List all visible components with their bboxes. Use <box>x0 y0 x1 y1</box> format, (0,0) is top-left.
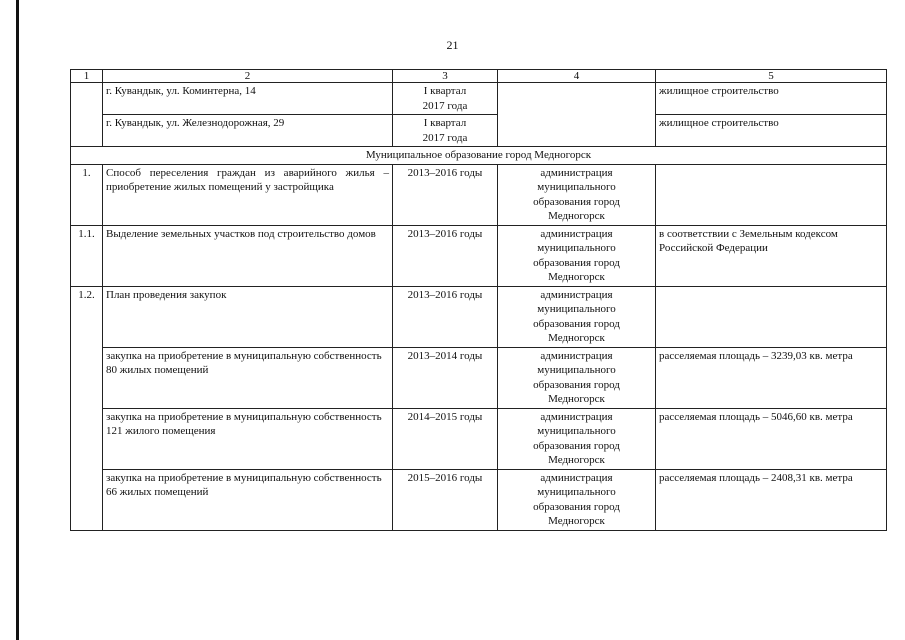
deadline-cell <box>393 83 498 115</box>
executor-cell <box>498 469 656 530</box>
table-row <box>71 164 887 225</box>
executor-line-1: администрация <box>540 410 613 423</box>
header-row <box>71 70 887 83</box>
measure-cell: закупка на приобретение в муниципальную собственность 66 жилых помещений <box>103 469 393 530</box>
section-title: Муниципальное образование город Медногорск <box>71 147 887 165</box>
table-row <box>71 408 887 469</box>
executor-line-3: образования город <box>533 500 620 513</box>
result-cell: расселяемая площадь – 2408,31 кв. метра <box>656 469 887 530</box>
executor-line-4: Медногорск <box>548 454 605 466</box>
table-row <box>71 115 887 147</box>
header-cell-4: 4 <box>498 70 656 83</box>
period-cell: 2013–2014 годы <box>393 347 498 408</box>
section-row <box>71 147 887 165</box>
executor-line-4: Медногорск <box>548 393 605 405</box>
executor-line-1: администрация <box>540 471 613 484</box>
executor-line-3: образования город <box>533 256 620 269</box>
result-cell: расселяемая площадь – 3239,03 кв. метра <box>656 347 887 408</box>
page-number: 21 <box>446 38 459 52</box>
number-cell <box>71 408 103 469</box>
table-row <box>71 286 887 347</box>
header-cell-5: 5 <box>656 70 887 83</box>
executor-line-1: администрация <box>540 227 613 240</box>
period-cell: 2013–2016 годы <box>393 225 498 286</box>
executor-cell <box>498 83 656 147</box>
header-cell-2: 2 <box>103 70 393 83</box>
result-cell: расселяемая площадь – 5046,60 кв. метра <box>656 408 887 469</box>
period-cell: 2014–2015 годы <box>393 408 498 469</box>
binding-edge-line <box>16 0 19 640</box>
table-row <box>71 469 887 530</box>
executor-line-4: Медногорск <box>548 332 605 344</box>
deadline-quarter: I квартал <box>423 85 467 97</box>
measure-cell: закупка на приобретение в муниципальную собственность 121 жилого помещения <box>103 408 393 469</box>
table-row <box>71 347 887 408</box>
address-cell: г. Кувандык, ул. Железнодорожная, 29 <box>103 115 393 147</box>
executor-line-2: муниципального <box>537 181 616 193</box>
number-cell: 1. <box>71 164 103 225</box>
number-cell <box>71 469 103 530</box>
executor-line-3: образования город <box>533 378 620 391</box>
deadline-quarter: I квартал <box>423 117 467 129</box>
deadline-year: 2017 года <box>422 99 468 112</box>
executor-cell <box>498 408 656 469</box>
result-cell: жилищное строительство <box>656 83 887 115</box>
executor-cell <box>498 347 656 408</box>
executor-line-2: муниципального <box>537 425 616 437</box>
header-cell-3: 3 <box>393 70 498 83</box>
header-cell-1: 1 <box>71 70 103 83</box>
result-cell: в соответствии с Земельным кодексом Российской Федерации <box>656 225 887 286</box>
measure-cell: План проведения закупок <box>103 286 393 347</box>
executor-line-1: администрация <box>540 349 613 362</box>
result-cell <box>656 286 887 347</box>
program-table <box>70 69 887 531</box>
executor-line-2: муниципального <box>537 303 616 315</box>
deadline-cell <box>393 115 498 147</box>
executor-line-1: администрация <box>540 288 613 301</box>
period-cell: 2013–2016 годы <box>393 286 498 347</box>
period-cell: 2015–2016 годы <box>393 469 498 530</box>
executor-cell <box>498 164 656 225</box>
measure-cell: закупка на приобретение в муниципальную собственность 80 жилых помещений <box>103 347 393 408</box>
table-row <box>71 83 887 115</box>
executor-line-3: образования город <box>533 317 620 330</box>
number-cell <box>71 83 103 147</box>
address-cell: г. Кувандык, ул. Коминтерна, 14 <box>103 83 393 115</box>
executor-line-4: Медногорск <box>548 210 605 222</box>
number-cell <box>71 347 103 408</box>
table-row <box>71 225 887 286</box>
deadline-year: 2017 года <box>422 131 468 144</box>
measure-cell: Способ переселения граждан из аварийного жилья – приобретение жилых помещений у застройщика <box>103 164 393 225</box>
executor-line-2: муниципального <box>537 486 616 498</box>
executor-line-2: муниципального <box>537 242 616 254</box>
executor-line-3: образования город <box>533 439 620 452</box>
executor-cell <box>498 286 656 347</box>
executor-cell <box>498 225 656 286</box>
result-cell <box>656 164 887 225</box>
period-cell: 2013–2016 годы <box>393 164 498 225</box>
executor-line-2: муниципального <box>537 364 616 376</box>
number-cell: 1.1. <box>71 225 103 286</box>
measure-cell: Выделение земельных участков под строительство домов <box>103 225 393 286</box>
executor-line-1: администрация <box>540 166 613 179</box>
executor-line-4: Медногорск <box>548 515 605 527</box>
executor-line-4: Медногорск <box>548 271 605 283</box>
result-cell: жилищное строительство <box>656 115 887 147</box>
executor-line-3: образования город <box>533 195 620 208</box>
number-cell: 1.2. <box>71 286 103 347</box>
